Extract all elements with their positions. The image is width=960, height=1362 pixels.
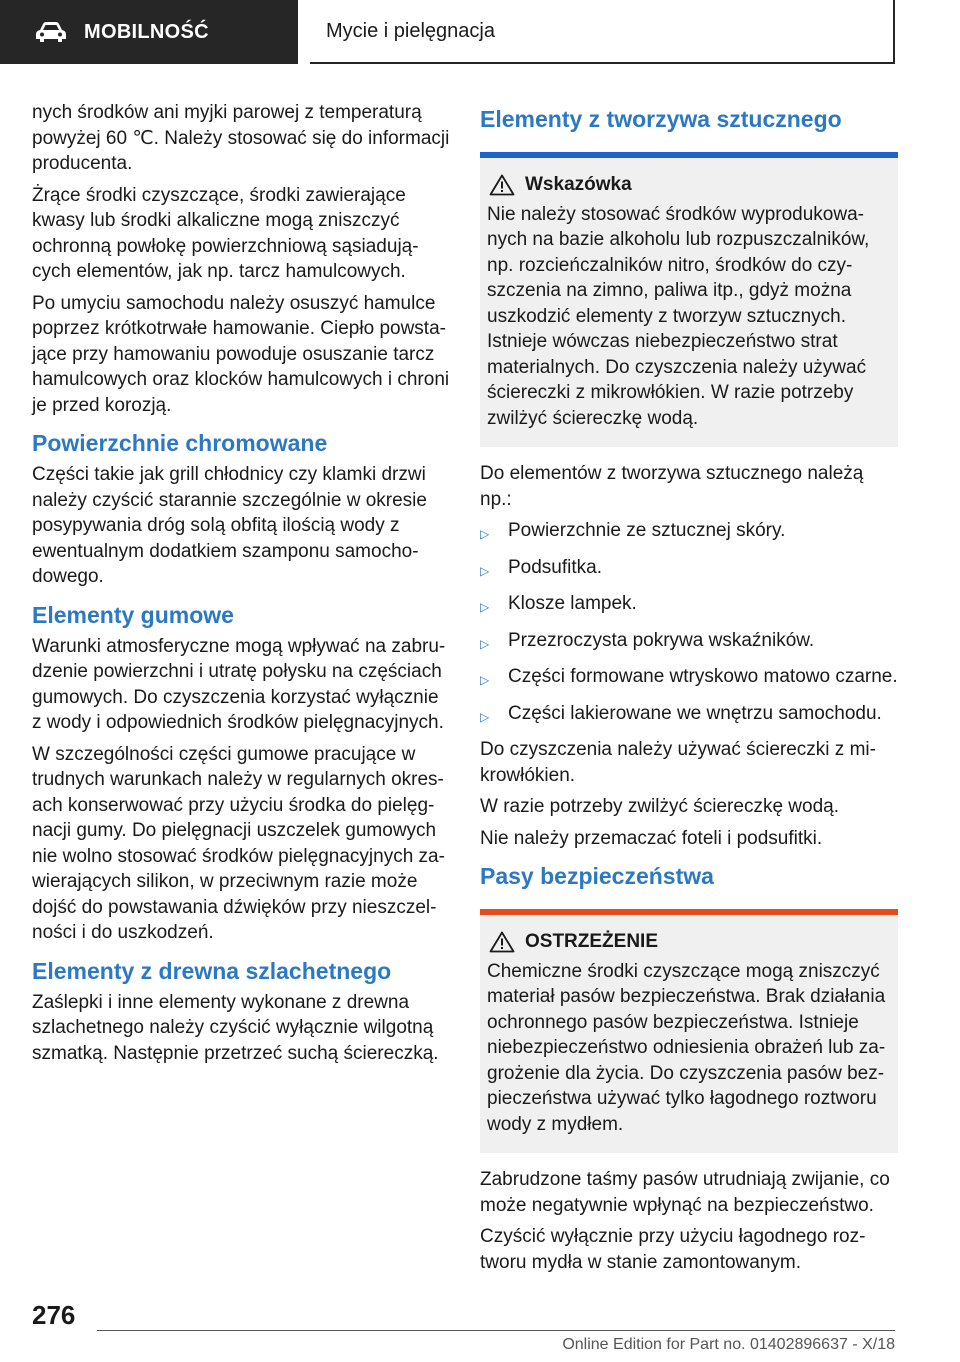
triangle-bullet-icon: ▷ bbox=[480, 709, 490, 724]
list-item bbox=[480, 555, 898, 585]
triangle-bullet-icon: ▷ bbox=[480, 636, 490, 651]
warning-box bbox=[480, 909, 898, 1153]
note-title bbox=[487, 172, 890, 198]
heading-rubber: Elementy gumowe bbox=[32, 601, 234, 628]
plastic-parts-list bbox=[480, 518, 898, 730]
page-number: 276 bbox=[32, 1300, 76, 1330]
list-item bbox=[480, 664, 898, 694]
paragraph: Warunki atmosferyczne mogą wpływać na zabrudzenie powierzchni i utratę połysku na częściach gumowych. Do czyszczenia korzystać wyłącznie z wody i odpowiednich środków pielęgnacyjnych. bbox=[32, 635, 446, 733]
section-tab bbox=[0, 0, 298, 64]
triangle-bullet-icon: ▷ bbox=[480, 600, 490, 614]
warning-title bbox=[487, 929, 890, 955]
paragraph: Zaślepki i inne elementy wykonane z drewna szlachetnego należy czyścić wyłącznie wilgotną szmatką. Następnie przetrzeć suchą ściereczką. bbox=[32, 991, 439, 1064]
right-column bbox=[480, 100, 898, 1281]
list-item bbox=[480, 701, 898, 731]
paragraph: Po umyciu samochodu należy osuszyć hamulce poprzez krótkotrwałe hamowanie. Ciepło powstające przy hamowaniu powoduje osuszanie tarcz hamulcowych oraz klocków hamulcowych i chroni je przed korozją. bbox=[32, 292, 450, 416]
paragraph: Do czyszczenia należy używać ściereczki z mikrowłókien. bbox=[480, 739, 876, 786]
heading-belts: Pasy bezpieczeństwa bbox=[480, 863, 714, 889]
heading-plastic: Elementy z tworzywa sztucznego bbox=[480, 106, 842, 132]
triangle-bullet-icon: ▷ bbox=[480, 673, 490, 687]
footer-divider bbox=[97, 1330, 895, 1331]
paragraph: Zabrudzone taśmy pasów utrudniają zwijanie, co może negatywnie wpłynąć na bezpieczeństwo. bbox=[480, 1169, 890, 1216]
left-column bbox=[32, 100, 450, 1072]
warning-text: Chemiczne środki czyszczące mogą zniszczyć materiał pasów bezpieczeństwa. Brak działania ochronnego pasów bezpieczeństwa. Istnieje niebezpieczeństwo odniesienia obrażeń lub zagrożenie dla życia. Do czyszczenia pasów bezpieczeństwa używać tylko łagodnego roztworu wody z mydłem. bbox=[487, 960, 886, 1135]
note-box bbox=[480, 152, 898, 447]
warning-triangle-icon bbox=[489, 931, 515, 953]
warning-triangle-icon bbox=[489, 174, 515, 196]
list-item bbox=[480, 518, 898, 548]
section-title: MOBILNOŚĆ bbox=[84, 20, 209, 43]
list-item bbox=[480, 628, 898, 658]
note-title-text: Wskazówka bbox=[525, 174, 632, 195]
triangle-bullet-icon: ▷ bbox=[480, 527, 490, 541]
chapter-header bbox=[310, 0, 895, 64]
list-item-text: Klosze lampek. bbox=[508, 593, 637, 614]
paragraph: W szczególności części gumowe pracujące w trudnych warunkach należy w regularnych okresach konserwować przy użyciu środka do pielęgnacji gumy. Do pielęgnacji uszczelek gumowych nie wolno stosować środków pielęgnacyjnych zawierających silikon, w przeciwnym razie może dojść do powstawania dźwięków przy nieszczelności i do uszkodzeń. bbox=[32, 743, 445, 943]
paragraph: W razie potrzeby zwilżyć ściereczkę wodą. bbox=[480, 796, 839, 817]
paragraph: nych środków ani myjki parowej z temperaturą powyżej 60 ℃. Należy stosować się do informacji producenta. bbox=[32, 102, 450, 174]
paragraph: Części takie jak grill chłodnicy czy klamki drzwi należy czyścić starannie szczególnie w okresie posypywania dróg solą obfitą ilością wody z ewentualnym dodatkiem szamponu samochodowego. bbox=[32, 464, 427, 587]
list-item-text: Części lakierowane we wnętrzu samochodu. bbox=[508, 702, 882, 724]
list-item-text: Części formowane wtryskowo matowo czarne. bbox=[508, 666, 898, 687]
list-item-text: Podsufitka. bbox=[508, 556, 602, 578]
list-item-text: Powierzchnie ze sztucznej skóry. bbox=[508, 520, 786, 541]
triangle-bullet-icon: ▷ bbox=[480, 563, 490, 578]
car-icon bbox=[34, 21, 68, 43]
paragraph: Czyścić wyłącznie przy użyciu łagodnego roztworu mydła w stanie zamontowanym. bbox=[480, 1226, 866, 1273]
list-item bbox=[480, 591, 898, 621]
footer-edition: Online Edition for Part no. 01402896637 - X/18 bbox=[562, 1336, 895, 1353]
heading-wood: Elementy z drewna szlachetnego bbox=[32, 957, 392, 984]
paragraph: Nie należy przemaczać foteli i podsufitki. bbox=[480, 827, 823, 849]
paragraph: Do elementów z tworzywa sztucznego należą np.: bbox=[480, 463, 864, 510]
heading-chrome: Powierzchnie chromowane bbox=[32, 430, 328, 456]
warning-title-text: OSTRZEŻENIE bbox=[525, 931, 659, 952]
paragraph: Żrące środki czyszczące, środki zawierające kwasy lub środki alkaliczne mogą zniszczyć ochronną powłokę powierzchniową sąsiadujących elementów, jak np. tarcz hamulcowych. bbox=[32, 184, 419, 282]
note-text: Nie należy stosować środków wyprodukowanych na bazie alkoholu lub rozpuszczalników, np. rozcieńczalników nitro, środków do czyszczenia na zimno, paliwa itp., gdyż można uszkodzić elementy z tworzyw sztucznych. Istnieje wówczas niebezpieczeństwo strat materialnych. Do czyszczenia należy używać ściereczki z mikrowłókien. W razie potrzeby zwilżyć ściereczkę wodą. bbox=[487, 203, 870, 429]
list-item-text: Przezroczysta pokrywa wskaźników. bbox=[508, 629, 815, 651]
chapter-title: Mycie i pielęgnacja bbox=[326, 19, 495, 42]
